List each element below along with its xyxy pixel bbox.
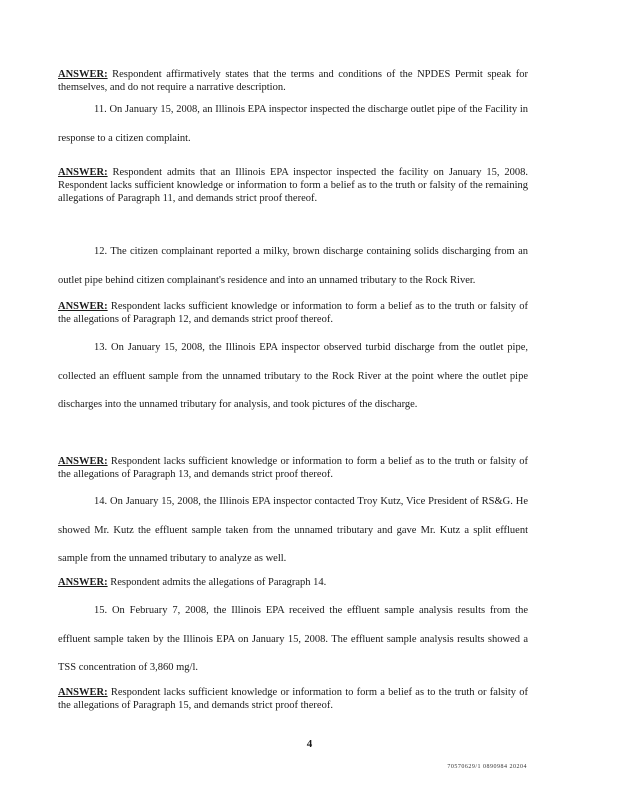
answer-paragraph bbox=[58, 300, 528, 326]
answer-text: Respondent admits that an Illinois EPA inspector inspected the facility on January 15, 2008. Respondent lacks sufficient knowledge or information to form a belief as to the truth or falsity of the remaining allegations of Paragraph 11, and demands strict proof thereof. bbox=[58, 167, 529, 204]
answer-paragraph bbox=[58, 455, 528, 481]
answer-text: Respondent lacks sufficient knowledge or information to form a belief as to the truth or falsity of the allegations of Paragraph 13, and demands strict proof thereof. bbox=[58, 456, 528, 480]
answer-label: ANSWER: bbox=[58, 687, 108, 698]
numbered-paragraph-14: 14. On January 15, 2008, the Illinois EPA inspector contacted Troy Kutz, Vice President of RS&G. He showed Mr. Kutz the effluent sample taken from the unnamed tributary and gave Mr. Kutz a split effluent sample from the unnamed tributary to analyze as well. bbox=[58, 496, 528, 564]
answer-text: Respondent lacks sufficient knowledge or information to form a belief as to the truth or falsity of the allegations of Paragraph 12, and demands strict proof thereof. bbox=[58, 301, 528, 325]
answer-text: Respondent affirmatively states that the terms and conditions of the NPDES Permit speak for themselves, and do not require a narrative description. bbox=[58, 69, 528, 93]
answer-label: ANSWER: bbox=[58, 301, 108, 312]
answer-paragraph bbox=[58, 166, 528, 205]
numbered-paragraph-11: 11. On January 15, 2008, an Illinois EPA inspector inspected the discharge outlet pipe of the Facility in response to a citizen complaint. bbox=[58, 104, 528, 144]
page-number: 4 bbox=[306, 738, 313, 750]
answer-text: Respondent lacks sufficient knowledge or information to form a belief as to the truth or falsity of the allegations of Paragraph 15, and demands strict proof thereof. bbox=[58, 687, 528, 711]
numbered-paragraph-13: 13. On January 15, 2008, the Illinois EPA inspector observed turbid discharge from the outlet pipe, collected an effluent sample from the unnamed tributary to the Rock River at the point where the outlet pipe discharges into the unnamed tributary for analysis, and took pictures of the discharge. bbox=[58, 342, 528, 410]
answer-label: ANSWER: bbox=[58, 167, 108, 178]
answer-text: Respondent admits the allegations of Paragraph 14. bbox=[110, 577, 327, 588]
answer-label: ANSWER: bbox=[58, 69, 108, 80]
answer-paragraph bbox=[58, 686, 528, 712]
answer-label: ANSWER: bbox=[58, 456, 108, 467]
document-id: 70570629/1 0890984 20204 bbox=[447, 764, 527, 770]
numbered-paragraph-15: 15. On February 7, 2008, the Illinois EPA received the effluent sample analysis results from the effluent sample taken by the Illinois EPA on January 15, 2008. The effluent sample analysis results showed a TSS concentration of 3,860 mg/l. bbox=[58, 605, 528, 673]
answer-paragraph bbox=[58, 68, 528, 94]
answer-label: ANSWER: bbox=[58, 577, 108, 588]
answer-paragraph bbox=[58, 576, 528, 589]
numbered-paragraph-12: 12. The citizen complainant reported a milky, brown discharge containing solids discharging from an outlet pipe behind citizen complainant's residence and into an unnamed tributary to the Rock River. bbox=[58, 246, 528, 286]
